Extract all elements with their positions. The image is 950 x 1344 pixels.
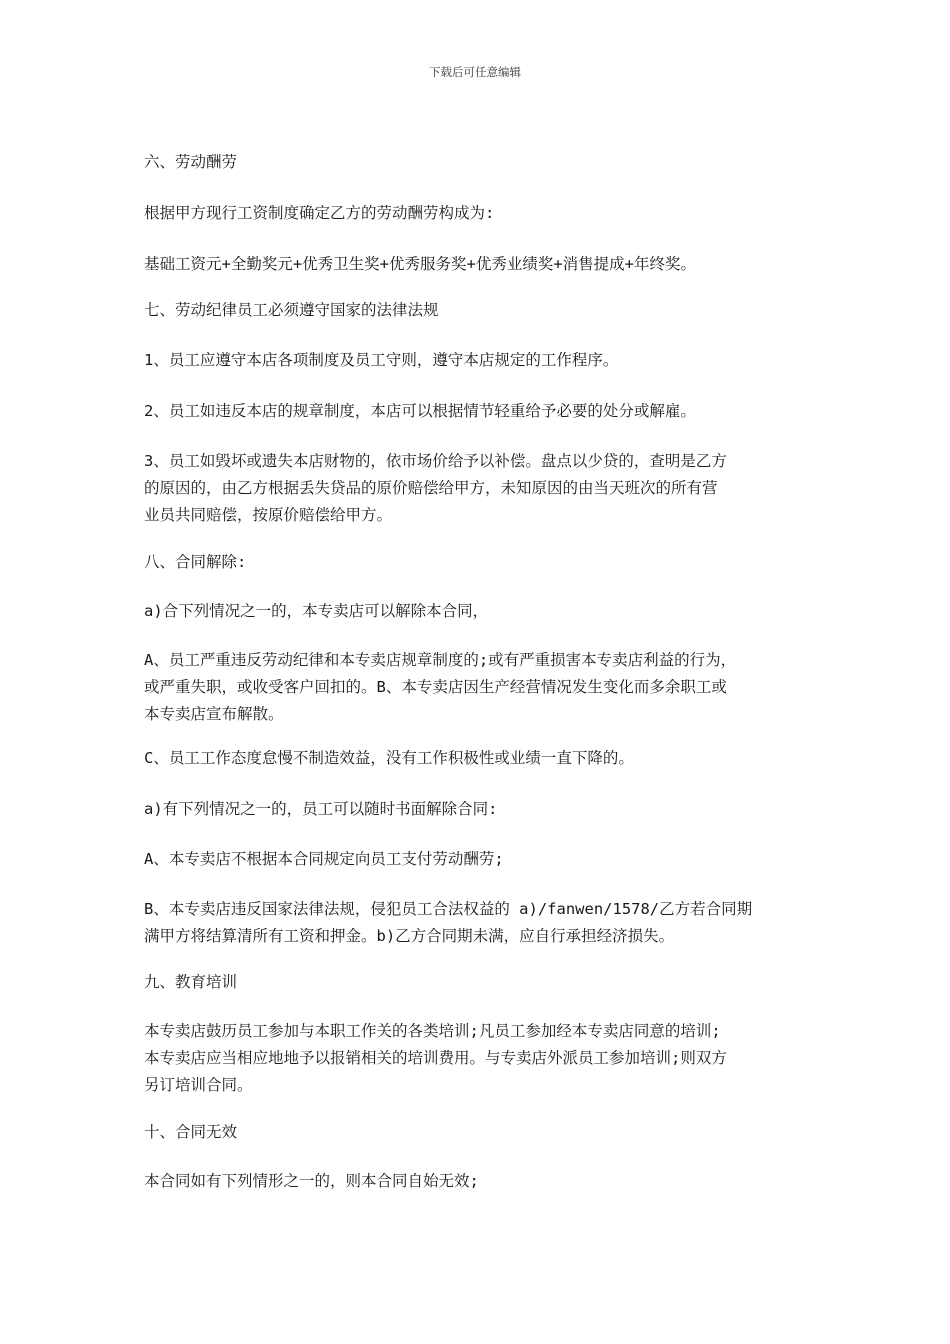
paragraph: [144, 598, 810, 625]
text-line: a)合下列情况之一的，本专卖店可以解除本合同，: [144, 602, 489, 620]
text-line: 或严重失职，或收受客户回扣的。B、本专卖店因生产经营情况发生变化而多余职工或: [144, 678, 727, 696]
paragraph: [144, 896, 810, 950]
section-heading-6: [144, 149, 810, 176]
text-line: 七、劳动纪律员工必须遵守国家的法律法规: [144, 301, 439, 319]
text-line: 满甲方将结算清所有工资和押金。b)乙方合同期未满，应自行承担经济损失。: [144, 927, 675, 945]
paragraph: [144, 1168, 810, 1195]
section-heading-10: [144, 1119, 810, 1146]
text-line: 3、员工如毁坏或遗失本店财物的，依市场价给予以补偿。盘点以少贷的，查明是乙方: [144, 452, 727, 470]
text-line: 本专卖店应当相应地地予以报销相关的培训费用。与专卖店外派员工参加培训;则双方: [144, 1049, 727, 1067]
text-line: C、员工工作态度怠慢不制造效益，没有工作积极性或业绩一直下降的。: [144, 749, 634, 767]
text-line: 本专卖店宣布解散。: [144, 705, 284, 723]
text-line: 本专卖店鼓历员工参加与本职工作关的各类培训;凡员工参加经本专卖店同意的培训;: [144, 1022, 721, 1040]
text-line: 十、合同无效: [144, 1123, 238, 1141]
text-line: 六、劳动酬劳: [144, 153, 238, 171]
text-line: 基础工资元+全勤奖元+优秀卫生奖+优秀服务奖+优秀业绩奖+消售提成+年终奖。: [144, 255, 696, 273]
list-item: [144, 448, 810, 529]
list-item: [144, 398, 810, 425]
text-line: B、本专卖店违反国家法律法规，侵犯员工合法权益的 a)/fanwen/1578/乙方若合同期: [144, 900, 753, 918]
text-line: 九、教育培训: [144, 973, 238, 991]
text-line: 本合同如有下列情形之一的，则本合同自始无效;: [144, 1172, 479, 1190]
section-heading-7: [144, 297, 810, 324]
text-line: 1、员工应遵守本店各项制度及员工守则，遵守本店规定的工作程序。: [144, 351, 619, 369]
paragraph: [144, 647, 810, 728]
paragraph: [144, 1018, 810, 1099]
paragraph: [144, 846, 810, 873]
text-line: A、本专卖店不根据本合同规定向员工支付劳动酬劳;: [144, 850, 504, 868]
text-line: 另订培训合同。: [144, 1076, 253, 1094]
text-line: 根据甲方现行工资制度确定乙方的劳动酬劳构成为:: [144, 204, 495, 222]
page-header: 下载后可任意编辑: [429, 65, 521, 79]
paragraph: [144, 745, 810, 772]
paragraph: [144, 251, 810, 278]
list-item: [144, 347, 810, 374]
paragraph: [144, 200, 810, 227]
section-heading-8: [144, 549, 810, 576]
text-line: 业员共同赔偿，按原价赔偿给甲方。: [144, 506, 393, 524]
text-line: a)有下列情况之一的，员工可以随时书面解除合同:: [144, 800, 498, 818]
text-line: 2、员工如违反本店的规章制度，本店可以根据情节轻重给予必要的处分或解雇。: [144, 402, 696, 420]
section-heading-9: [144, 969, 810, 996]
text-line: 的原因的，由乙方根据丢失贷品的原价赔偿给甲方，未知原因的由当天班次的所有营: [144, 479, 718, 497]
text-line: A、员工严重违反劳动纪律和本专卖店规章制度的;或有严重损害本专卖店利益的行为，: [144, 651, 737, 669]
text-line: 八、合同解除:: [144, 553, 247, 571]
paragraph: [144, 796, 810, 823]
